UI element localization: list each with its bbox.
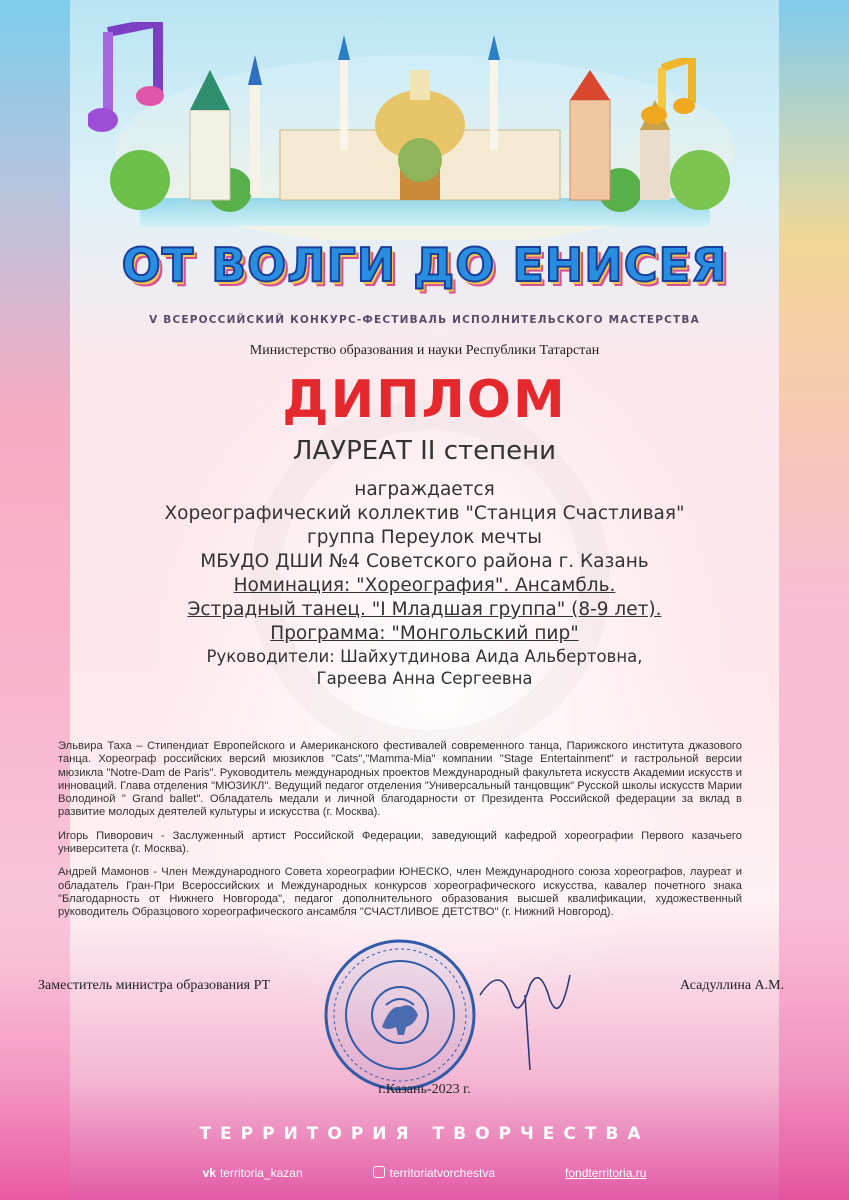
awarded-label: награждается (354, 479, 495, 500)
nomination: Номинация: "Хореография". Ансамбль. (233, 575, 616, 596)
instagram-link[interactable] (373, 1166, 495, 1180)
vk-handle: territoria_kazan (219, 1166, 303, 1180)
deputy-title: Заместитель министра образования РТ (38, 978, 271, 993)
laureate-degree: ЛАУРЕАТ II степени (292, 436, 557, 466)
right-decor (779, 0, 849, 1200)
festival-title: ОТ ВОЛГИ ДО ЕНИСЕЯ (121, 238, 728, 292)
jury-bio: Андрей Мамонов - Член Международного Совета хореографии ЮНЕСКО, член Международного союза хореографов, лауреат и обладатель Гран-При Всероссийских и Международных конкурсов хореографического искусства, кавалер почетного знака "Благодарность от Нижнего Новгорода", педагог дополнительного образования высшей квалификации, художественный руководитель Образцового хореографического ансамбля "СЧАСТЛИВОЕ ДЕТСТВО" (г. Нижний Новгород). (58, 866, 742, 919)
official-seal (320, 935, 480, 1095)
site-url: fondterritoria.ru (565, 1166, 647, 1180)
school-name: МБУДО ДШИ №4 Советского района г. Казань (200, 551, 649, 572)
music-note-icon (88, 22, 168, 142)
festival-subtitle: V ВСЕРОССИЙСКИЙ КОНКУРС-ФЕСТИВАЛЬ ИСПОЛНИТЕЛЬСКОГО МАСТЕРСТВА (149, 314, 700, 326)
vk-icon: vk (202, 1166, 216, 1180)
program: Программа: "Монгольский пир" (270, 623, 579, 644)
jury-bio: Игорь Пиворович - Заслуженный артист Российской Федерации, заведующий кафедрой хореографии Первого казачьего университета (г. Москва). (58, 829, 742, 856)
territory-logo-text: ТЕРРИТОРИЯ ТВОРЧЕСТВА (199, 1124, 650, 1144)
social-links (0, 1166, 849, 1180)
collective-name: Хореографический коллектив "Станция Счастливая" (164, 503, 685, 524)
city-date: г.Казань-2023 г. (378, 1082, 471, 1097)
award-details (60, 478, 789, 690)
jury-bios (58, 740, 742, 930)
site-link[interactable] (565, 1166, 646, 1180)
vk-link[interactable] (203, 1166, 303, 1180)
jury-bio: Эльвира Таха – Стипендиат Европейского и Американского фестивалей современного танца, Парижского института джазового танца. Хореограф российских версий мюзиклов "Cats","Mamma-Mia" компании "Stage Entertainment" и гастрольной версии мюзикла "Notre-Dam de Paris". Руководитель международных проектов Международный факультета искусств Академии искусств и инноваций. Глава отделения "МЮЗИКЛ". Ведущий педагог отделения "Универсальный танцовщик" Русской школы искусств Марии Володиной " Grand ballet". Обладатель медали и личной благодарности от Президента Российской федерации за вклад в развитие молодых деятелей культуры и искусства (г. Москва). (58, 740, 742, 819)
instagram-icon (373, 1166, 385, 1178)
signature (470, 955, 590, 1075)
leaders-line-1: Руководители: Шайхутдинова Аида Альбертовна, (206, 647, 643, 666)
group-name: группа Переулок мечты (306, 527, 543, 548)
ministry-name: Министерство образования и науки Республики Татарстан (249, 343, 600, 358)
diploma-title: ДИПЛОМ (282, 370, 567, 430)
music-note-icon (632, 58, 702, 128)
leaders-line-2: Гареева Анна Сергеевна (316, 669, 533, 688)
deputy-name: Асадуллина А.М. (680, 978, 785, 993)
instagram-handle: territoriatvorchestva (389, 1166, 496, 1180)
category: Эстрадный танец. "I Младшая группа" (8-9 лет). (187, 599, 662, 620)
